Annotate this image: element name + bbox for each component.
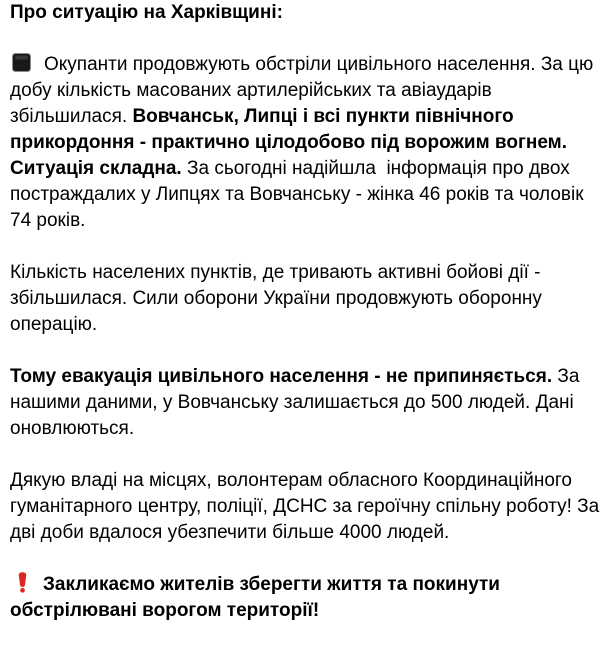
paragraph-evacuation (10, 364, 607, 442)
evacuation-text-bold: Тому евакуація цивільного населення - не припиняється. (10, 366, 553, 387)
paragraph-combat-status (10, 260, 607, 338)
paragraph-gratitude (10, 468, 607, 546)
shelling-text-tail: За сьогодні надійшла інформація про двох постраждалих у Липцях та Вовчанську - жінка 46 років та чоловік 74 років. (10, 158, 589, 231)
evacuation-text-tail: За нашими даними, у Вовчанську залишається до 500 людей. Дані оновлюються. (10, 366, 585, 439)
shelling-text-bold: Вовчанськ, Липці і всі пункти північного прикордоння - практично цілодобово під ворожим вогнем. Ситуація складна. (10, 106, 573, 179)
combat-status-text: Кількість населених пунктів, де тривають активні бойові дії - збільшилася. Сили оборони України продовжують оборонну операцію. (10, 262, 548, 335)
black-square-icon (12, 53, 31, 72)
red-exclamation-icon (16, 572, 29, 593)
warning-text-bold: Закликаємо жителів зберегти життя та покинути обстрілювані ворогом території! (10, 574, 506, 621)
paragraph-warning (10, 572, 607, 624)
post-title: Про ситуацію на Харківщині: (10, 2, 283, 23)
gratitude-text: Дякую владі на місцях, волонтерам обласного Координаційного гуманітарного центру, поліції, ДСНС за героїчну спільну роботу! За дві доби вдалося убезпечити більше 4000 людей. (10, 470, 605, 543)
paragraph-shelling (10, 52, 607, 234)
shelling-text-lead: Окупанти продовжують обстріли цивільного населення. За цю добу кількість масованих артилерійських та авіаударів збільшилася. (10, 54, 599, 127)
